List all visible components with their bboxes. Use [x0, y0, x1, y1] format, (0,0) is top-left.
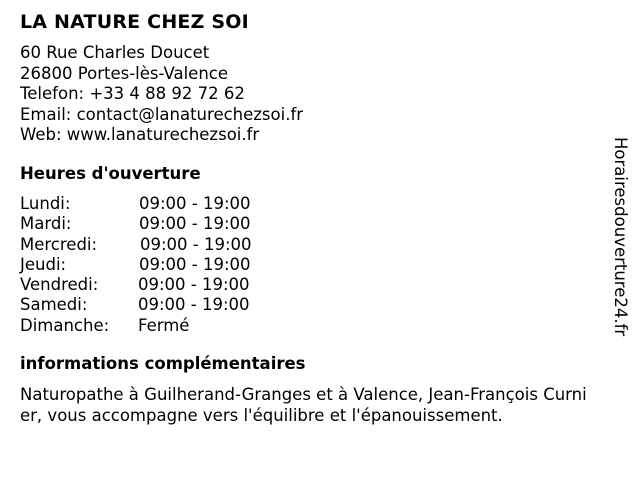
info-text	[20, 384, 587, 426]
time-value: 09:00 - 19:00	[139, 214, 251, 234]
site-watermark: Horairesdouverture24.fr	[611, 137, 630, 337]
hours-row-tuesday	[20, 214, 320, 234]
info-line-1: Naturopathe à Guilherand-Granges et à Valence, Jean-François Curni	[20, 385, 587, 404]
day-label: Vendredi:	[20, 275, 99, 295]
street-address: 60 Rue Charles Doucet	[20, 43, 210, 62]
day-label: Mardi:	[20, 214, 72, 234]
web-line: Web: www.lanaturechezsoi.fr	[20, 125, 260, 144]
phone-line: Telefon: +33 4 88 92 72 62	[20, 84, 245, 103]
info-line-2: er, vous accompagne vers l'équilibre et l'épanouissement.	[20, 406, 503, 425]
day-label: Mercredi:	[20, 234, 98, 254]
info-heading: informations complémentaires	[20, 354, 306, 373]
hours-row-friday	[20, 275, 320, 295]
time-value: 09:00 - 19:00	[140, 234, 252, 254]
contact-block	[20, 43, 303, 146]
hours-row-thursday	[20, 255, 320, 275]
time-value: 09:00 - 19:00	[138, 275, 250, 295]
email-line: Email: contact@lanaturechezsoi.fr	[20, 104, 304, 124]
hours-table	[20, 194, 320, 336]
day-label: Jeudi:	[20, 254, 67, 274]
day-label: Dimanche:	[20, 315, 110, 335]
day-label: Lundi:	[20, 194, 71, 213]
hours-row-wednesday	[20, 235, 320, 255]
time-value: 09:00 - 19:00	[139, 254, 251, 274]
time-value: 09:00 - 19:00	[139, 194, 251, 213]
time-value: Fermé	[138, 315, 190, 335]
hours-row-sunday	[20, 316, 320, 336]
city-address: 26800 Portes-lès-Valence	[20, 63, 228, 83]
business-name: LA NATURE CHEZ SOI	[20, 11, 249, 33]
hours-row-monday	[20, 194, 320, 214]
hours-row-saturday	[20, 295, 320, 315]
day-label: Samedi:	[20, 295, 88, 315]
time-value: 09:00 - 19:00	[138, 295, 250, 315]
hours-heading: Heures d'ouverture	[20, 164, 201, 183]
